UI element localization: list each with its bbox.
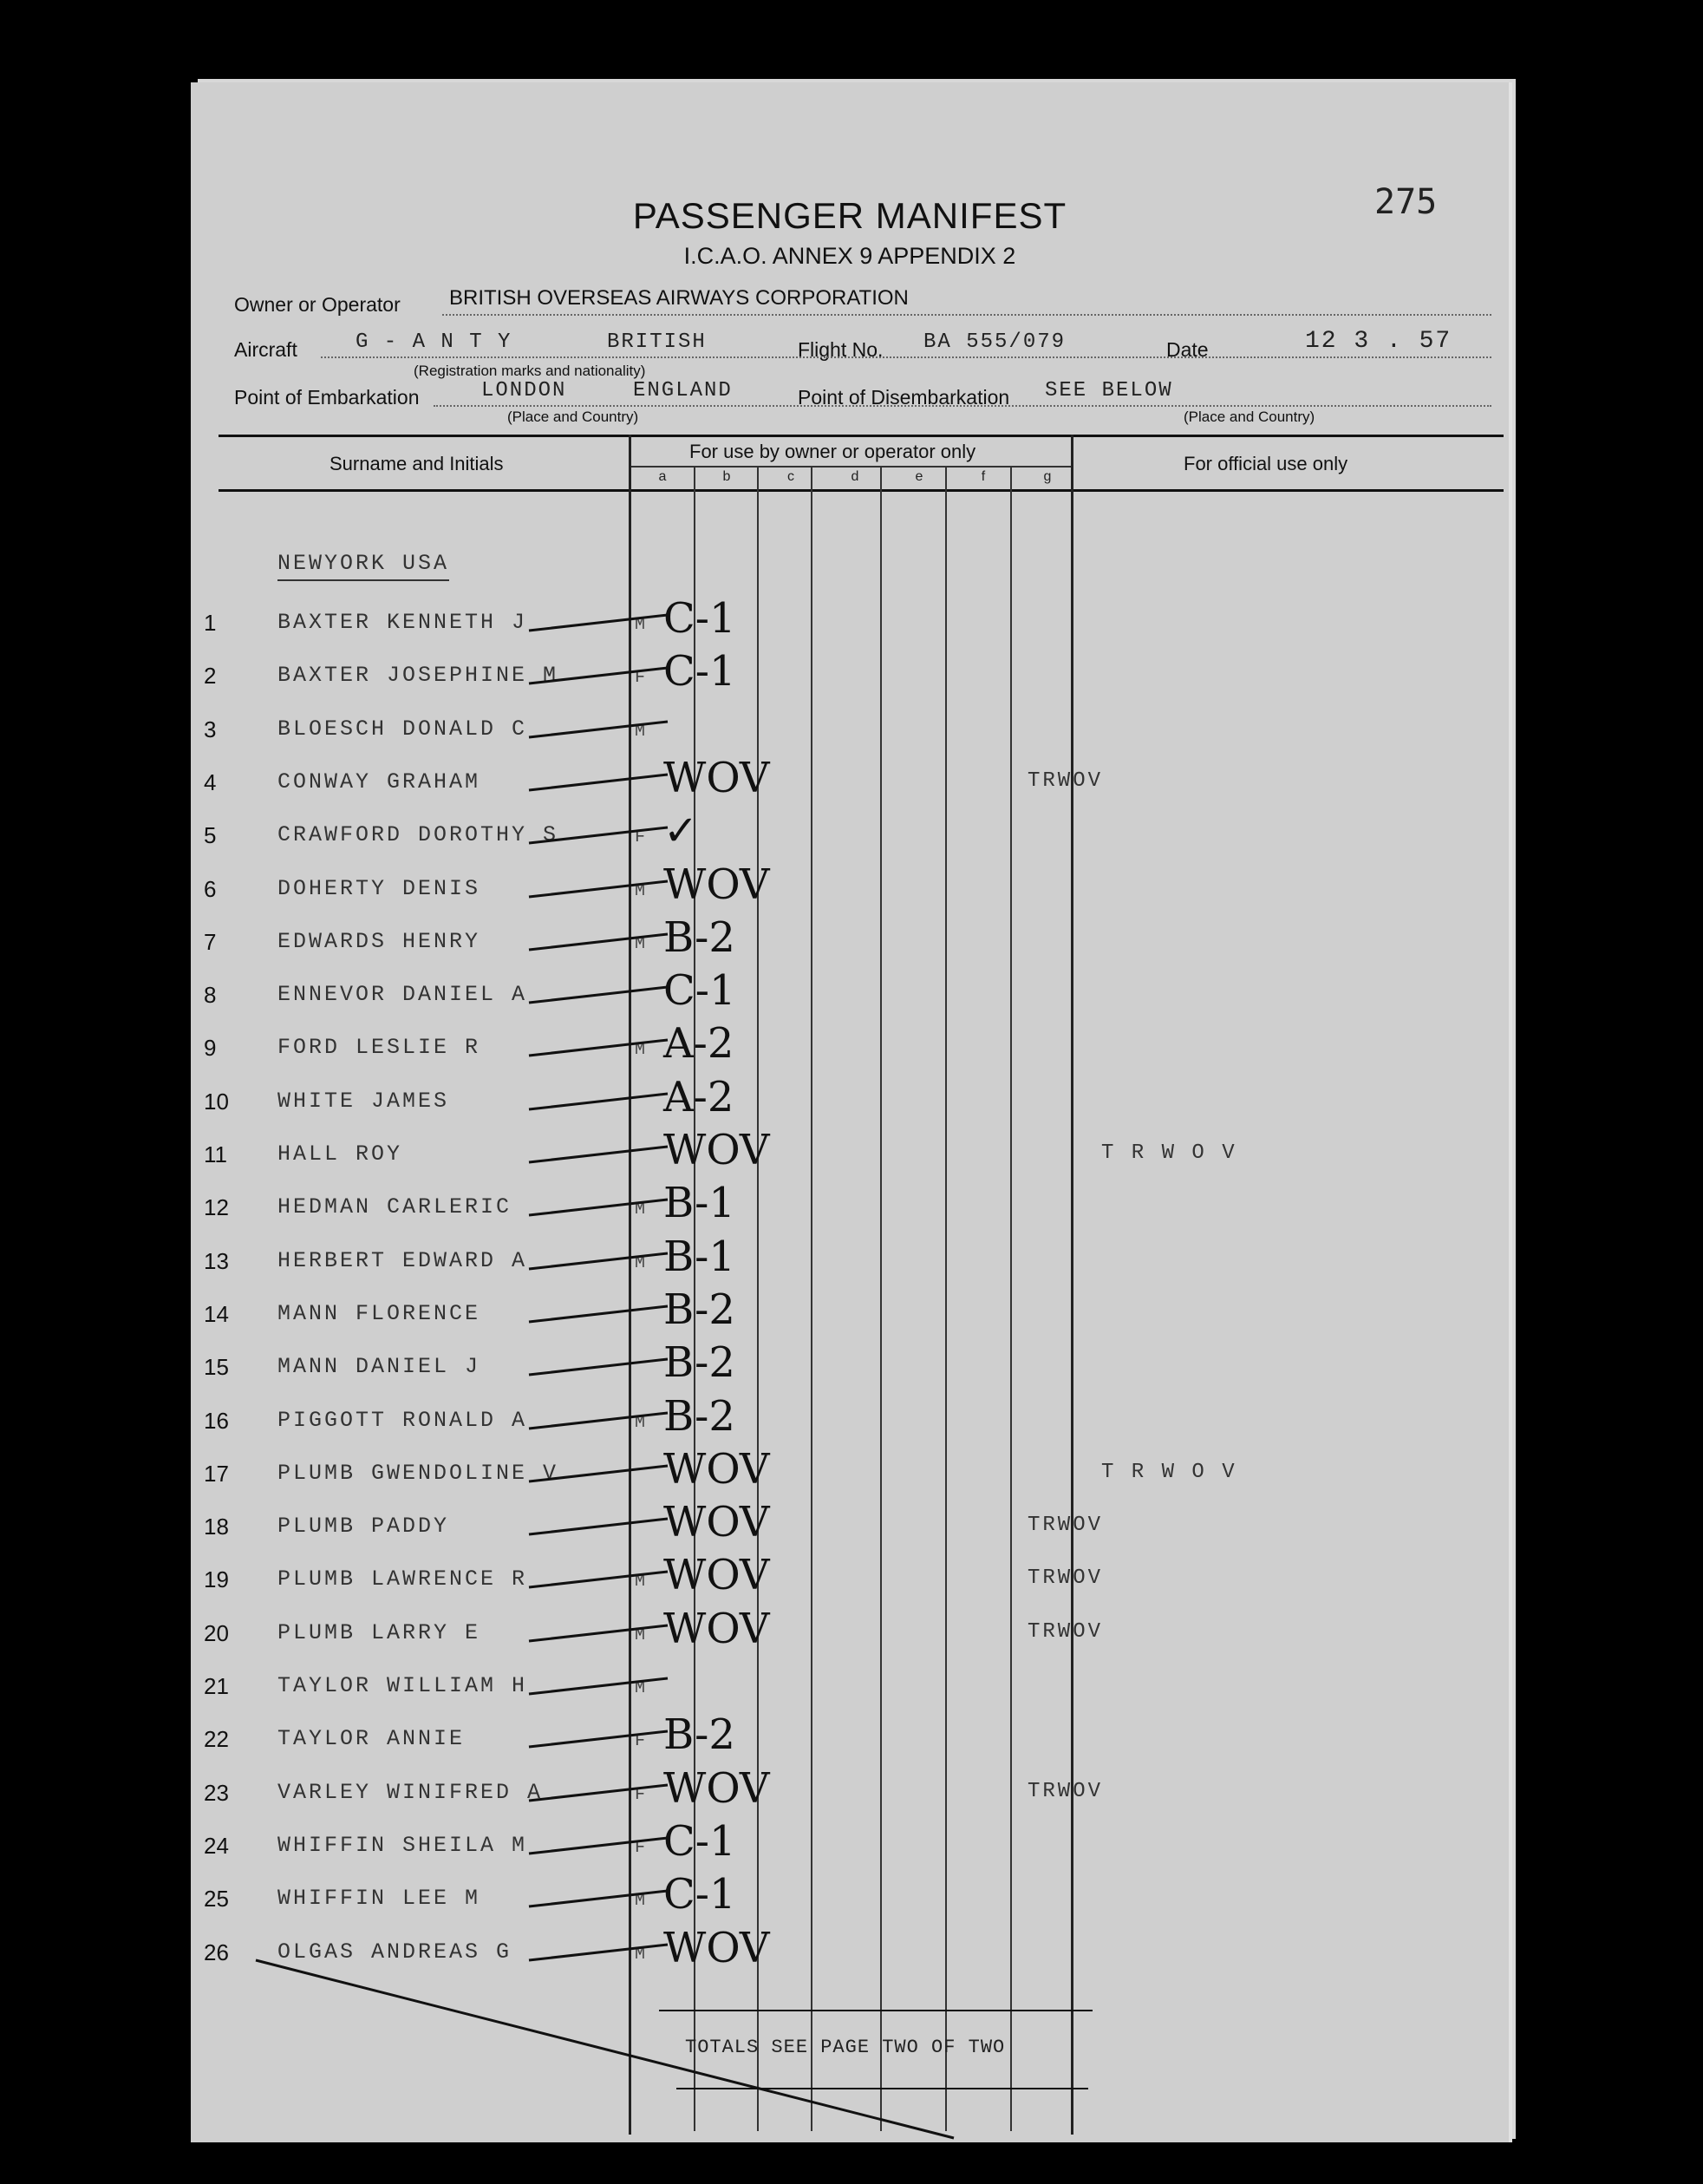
col-b: b	[722, 469, 731, 484]
official-remark: TRWOV	[1028, 1514, 1104, 1537]
passenger-sex: M	[635, 1625, 646, 1645]
row-number: 12	[204, 1194, 229, 1220]
handwritten-code: WOV	[663, 1445, 770, 1494]
handwritten-code: B-1	[663, 1179, 735, 1227]
passenger-name: BLOESCH DONALD C	[277, 716, 528, 742]
row-number: 22	[204, 1726, 229, 1752]
date-label: Date	[1166, 338, 1209, 361]
official-remark: TRWOV	[1028, 1780, 1104, 1803]
passenger-name: TAYLOR WILLIAM H	[277, 1673, 528, 1698]
row-number: 23	[204, 1780, 229, 1806]
passenger-name: CRAWFORD DOROTHY S	[277, 822, 559, 847]
row-number: 16	[204, 1408, 229, 1434]
row-number: 26	[204, 1939, 229, 1965]
row-number: 9	[204, 1035, 217, 1061]
handwritten-code: WOV	[663, 1498, 770, 1546]
surname-header: Surname and Initials	[330, 453, 504, 474]
passenger-name: DOHERTY DENIS	[277, 876, 481, 901]
handwritten-code: B-1	[663, 1233, 735, 1281]
passenger-name: ENNEVOR DANIEL A	[277, 982, 528, 1007]
handwritten-code: C-1	[663, 1870, 736, 1919]
embark-country: ENGLAND	[633, 379, 733, 402]
flight-number: BA 555/079	[923, 330, 1067, 354]
passenger-sex: M	[635, 1253, 646, 1273]
passenger-name: VARLEY WINIFRED A	[277, 1780, 544, 1805]
passenger-sex: F	[635, 668, 646, 688]
registration-note: (Registration marks and nationality)	[414, 363, 646, 379]
aircraft-nationality: BRITISH	[607, 330, 707, 354]
row-number: 10	[204, 1089, 229, 1115]
page-title: PASSENGER MANIFEST	[632, 195, 1067, 236]
passenger-name: HALL ROY	[277, 1141, 403, 1167]
passenger-name: HEDMAN CARLERIC	[277, 1194, 512, 1220]
official-remark: TRWOV	[1028, 1620, 1104, 1644]
passenger-name: WHITE JAMES	[277, 1089, 450, 1114]
row-number: 17	[204, 1461, 229, 1487]
disembark-value: SEE BELOW	[1045, 379, 1173, 402]
handwritten-code: B-2	[663, 1338, 735, 1387]
embark-city: LONDON	[481, 379, 567, 402]
row-number: 8	[204, 982, 217, 1008]
passenger-sex: M	[635, 1200, 646, 1220]
col-g: g	[1043, 469, 1052, 484]
passenger-sex: M	[635, 934, 646, 954]
embark-label: Point of Embarkation	[234, 386, 420, 409]
passenger-sex: M	[635, 722, 646, 742]
handwritten-code: C-1	[663, 966, 736, 1015]
handwritten-code: WOV	[663, 1924, 770, 1972]
row-number: 4	[204, 769, 217, 795]
disembark-label: Point of Disembarkation	[798, 386, 1010, 409]
row-number: 11	[204, 1141, 227, 1167]
handwritten-code: WOV	[663, 1764, 770, 1813]
aircraft-label: Aircraft	[234, 338, 297, 361]
operator-header: For use by owner or operator only	[689, 441, 976, 462]
cancel-diagonal-line	[191, 82, 1509, 2142]
handwritten-code: ✓	[663, 807, 699, 855]
passenger-sex: M	[635, 1891, 646, 1911]
passenger-sex: F	[635, 827, 646, 847]
passenger-sex: M	[635, 1572, 646, 1592]
handwritten-code: WOV	[663, 754, 770, 802]
row-number: 2	[204, 663, 217, 689]
passenger-name: PIGGOTT RONALD A	[277, 1408, 528, 1433]
passenger-name: PLUMB LAWRENCE R	[277, 1566, 528, 1592]
row-number: 19	[204, 1566, 229, 1592]
page-number: 275	[1374, 182, 1438, 222]
disembark-note: (Place and Country)	[1184, 409, 1315, 425]
passenger-name: TAYLOR ANNIE	[277, 1726, 466, 1751]
handwritten-code: C-1	[663, 1817, 736, 1866]
row-number: 13	[204, 1248, 229, 1274]
passenger-sex: M	[635, 1413, 646, 1433]
manifest-sheet	[191, 82, 1509, 2142]
passenger-name: BAXTER JOSEPHINE M	[277, 663, 559, 688]
passenger-sex: F	[635, 1838, 646, 1858]
handwritten-code: WOV	[663, 1605, 770, 1653]
passenger-sex: F	[635, 1731, 646, 1751]
passenger-name: HERBERT EDWARD A	[277, 1248, 528, 1273]
row-number: 18	[204, 1514, 229, 1540]
row-number: 14	[204, 1301, 229, 1327]
passenger-sex: M	[635, 881, 646, 901]
destination-label: NEWYORK USA	[277, 551, 449, 581]
handwritten-code: C-1	[663, 594, 736, 643]
owner-value: BRITISH OVERSEAS AIRWAYS CORPORATION	[449, 286, 909, 310]
col-c: c	[787, 469, 794, 484]
handwritten-code: WOV	[663, 860, 770, 909]
handwritten-code: B-2	[663, 1285, 735, 1334]
handwritten-code: B-2	[663, 1392, 735, 1441]
row-number: 3	[204, 716, 217, 742]
col-e: e	[915, 469, 923, 484]
col-a: a	[658, 469, 667, 484]
official-remark: TRWOV	[1028, 769, 1104, 793]
row-number: 1	[204, 610, 217, 636]
handwritten-code: C-1	[663, 647, 736, 696]
official-header: For official use only	[1184, 453, 1348, 474]
passenger-name: MANN FLORENCE	[277, 1301, 481, 1326]
page-subtitle: I.C.A.O. ANNEX 9 APPENDIX 2	[683, 243, 1016, 269]
row-number: 20	[204, 1620, 229, 1646]
official-remark: T R W O V	[1101, 1461, 1237, 1484]
passenger-name: FORD LESLIE R	[277, 1035, 481, 1060]
flight-label: Flight No.	[798, 338, 884, 361]
passenger-name: WHIFFIN SHEILA M	[277, 1833, 528, 1858]
totals-text: TOTALS SEE PAGE TWO OF TWO	[685, 2037, 1006, 2058]
owner-label: Owner or Operator	[234, 293, 401, 316]
passenger-name: CONWAY GRAHAM	[277, 769, 481, 794]
handwritten-code: B-2	[663, 1710, 735, 1759]
passenger-name: OLGAS ANDREAS G	[277, 1939, 512, 1965]
col-d: d	[851, 469, 859, 484]
handwritten-code: WOV	[663, 1126, 770, 1174]
row-number: 6	[204, 876, 217, 902]
row-number: 7	[204, 929, 217, 955]
embark-note: (Place and Country)	[507, 409, 639, 425]
official-remark: TRWOV	[1028, 1566, 1104, 1590]
row-number: 5	[204, 822, 217, 848]
passenger-sex: M	[635, 1678, 646, 1698]
aircraft-registration: G - A N T Y	[356, 330, 512, 354]
passenger-name: PLUMB LARRY E	[277, 1620, 481, 1645]
passenger-sex: F	[635, 1785, 646, 1805]
passenger-name: EDWARDS HENRY	[277, 929, 481, 954]
col-f: f	[981, 469, 986, 484]
row-number: 15	[204, 1354, 229, 1380]
passenger-sex: M	[635, 1040, 646, 1060]
handwritten-code: A-2	[663, 1019, 734, 1068]
passenger-sex: M	[635, 615, 646, 635]
passenger-name: WHIFFIN LEE M	[277, 1886, 481, 1911]
passenger-name: PLUMB GWENDOLINE V	[277, 1461, 559, 1486]
passenger-name: MANN DANIEL J	[277, 1354, 481, 1379]
handwritten-code: A-2	[663, 1073, 734, 1121]
official-remark: T R W O V	[1101, 1141, 1237, 1165]
passenger-name: PLUMB PADDY	[277, 1514, 450, 1539]
passenger-name: BAXTER KENNETH J	[277, 610, 528, 635]
handwritten-code: B-2	[663, 913, 735, 962]
row-number: 24	[204, 1833, 229, 1859]
row-number: 21	[204, 1673, 229, 1699]
row-number: 25	[204, 1886, 229, 1912]
passenger-sex: M	[635, 1945, 646, 1965]
handwritten-code: WOV	[663, 1551, 770, 1599]
date-value: 12 3 . 57	[1305, 328, 1452, 355]
